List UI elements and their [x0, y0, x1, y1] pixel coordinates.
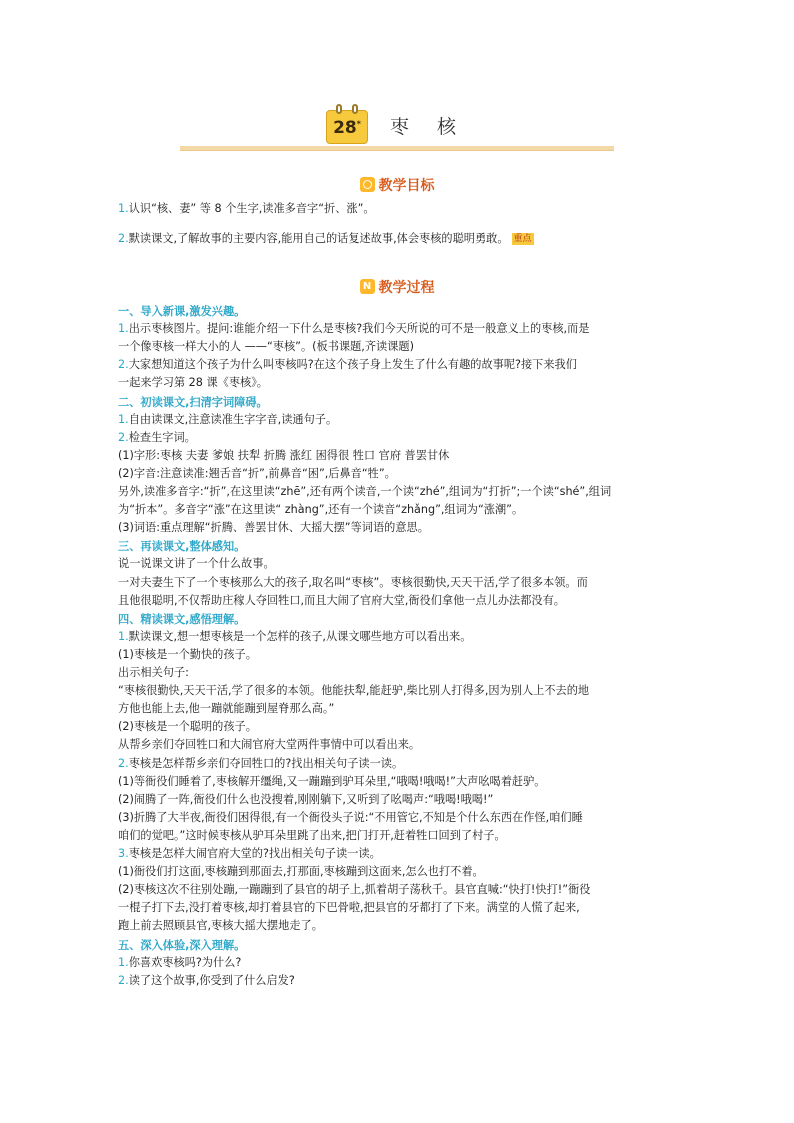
- line-text: 枣核是怎样大闹官府大堂的?找出相关句子读一读。: [128, 847, 381, 860]
- line-text: 方他也能上去,他一蹦就能蹦到屋脊那么高。”: [118, 702, 335, 716]
- process-line: [118, 321, 678, 336]
- process-line: [118, 556, 678, 571]
- line-text: (1)枣核是一个勤快的孩子。: [118, 647, 257, 661]
- process-line: [118, 502, 678, 517]
- line-text: (3)词语:重点理解“折腾、善罢甘休、大摇大摆”等词语的意思。: [118, 521, 429, 535]
- line-text: (3)折腾了大半夜,衙役们困得很,有一个衙役头子说:“不用管它,不知是个什么东西在作怪,咱们睡: [118, 810, 583, 824]
- line-text: 一起来学习第 28 课《枣核》。: [118, 376, 268, 390]
- goals-heading: 教学目标: [0, 175, 794, 195]
- process-line: [118, 665, 678, 680]
- item-number: 2.: [118, 756, 129, 770]
- process-line: [118, 955, 678, 970]
- process-line: [118, 882, 678, 897]
- line-text: 枣核是怎样帮乡亲们夺回牲口的?找出相关句子读一读。: [128, 756, 404, 770]
- line-text: “枣核很勤快,天天干活,学了很多的本领。他能扶犁,能赶驴,柴比别人打得多,因为别人上不去的地: [118, 684, 590, 698]
- subsection-heading: 五、深入体验,深入理解。: [118, 938, 246, 952]
- process-line: [118, 756, 678, 771]
- subsection-heading: 一、导入新课,激发兴趣。: [118, 305, 246, 318]
- item-number: 1.: [118, 412, 129, 426]
- line-text: 跑上前去照顾县官,枣核大摇大摆地走了。: [118, 919, 323, 933]
- process-line: [118, 466, 678, 481]
- process-line: [118, 647, 678, 662]
- item-number: 2.: [118, 973, 129, 987]
- process-line: [118, 339, 678, 354]
- line-text: 一对夫妻生下了一个枣核那么大的孩子,取名叫“枣核”。枣核很勤快,天天干活,学了很多本领。而: [118, 575, 588, 589]
- line-text: (1)衙役们打这面,枣核蹦到那面去,打那面,枣核蹦到这面来,怎么也打不着。: [118, 865, 484, 879]
- item-number: 2.: [118, 430, 129, 444]
- process-line: [118, 774, 678, 789]
- item-number: 3.: [118, 847, 129, 860]
- goal-item: 1.认识“核、妻” 等 8 个生字,读准多音字“折、涨”。: [118, 202, 375, 215]
- line-text: (2)闹腾了一阵,衙役们什么也没搜着,刚刚躺下,又听到了吆喝声:“哦喝!哦喝!”: [118, 792, 494, 806]
- goal-item: 2.默读课文,了解故事的主要内容,能用自己的话复述故事,体会枣核的聪明勇敢。 重点: [118, 232, 532, 245]
- item-number: 1.: [118, 629, 129, 643]
- calendar-ring-right: [352, 104, 358, 114]
- process-line: [118, 412, 678, 427]
- line-text: (1)字形:枣核 夫妻 爹娘 扶犁 折腾 涨红 困得很 牲口 官府 普罢甘休: [118, 448, 450, 462]
- process-line: [118, 864, 678, 879]
- process-line: [118, 900, 678, 915]
- line-text: 自由读课文,注意读准生字字音,读通句子。: [128, 412, 338, 426]
- process-line: [118, 484, 678, 499]
- process-icon: [360, 279, 375, 294]
- title-underline: [180, 146, 614, 150]
- process-heading: N教学过程: [0, 277, 794, 297]
- target-icon: [360, 177, 375, 192]
- item-number: 1.: [118, 955, 129, 969]
- line-text: (1)等衙役们睡着了,枣核解开缰绳,又一蹦蹦到驴耳朵里,“哦喝!哦喝!”大声吆喝着赶驴。: [118, 774, 546, 788]
- line-text: 说一说课文讲了一个什么故事。: [118, 557, 275, 571]
- line-text: 你喜欢枣核吗?为什么?: [128, 955, 242, 969]
- line-text: 且他很聪明,不仅帮助庄稼人夺回牲口,而且大闹了官府大堂,衙役们拿他一点儿办法都没有。: [118, 593, 565, 607]
- key-point-tag: 重点: [513, 234, 532, 244]
- subsection-heading: 三、再读课文,整体感知。: [118, 540, 246, 554]
- calendar-icon: [326, 104, 368, 144]
- process-line: [118, 448, 678, 463]
- process-line: [118, 430, 678, 445]
- line-text: (2)字音:注意读准:翘舌音“折”,前鼻音“困”,后鼻音“牲”。: [118, 466, 396, 480]
- process-line: [118, 792, 678, 807]
- subsection-heading: 四、精读课文,感悟理解。: [118, 612, 246, 626]
- process-line: [118, 575, 678, 590]
- process-line: [118, 973, 678, 988]
- lesson-number: 28*: [333, 118, 361, 138]
- process-line: [118, 683, 678, 698]
- process-line: [118, 719, 678, 734]
- line-text: 从帮乡亲们夺回牲口和大闹官府大堂两件事情中可以看出来。: [118, 738, 421, 752]
- line-text: (2)枣核是一个聪明的孩子。: [118, 720, 257, 734]
- process-line: [118, 828, 678, 843]
- line-text: 默读课文,想一想枣核是一个怎样的孩子,从课文哪些地方可以看出来。: [128, 629, 472, 643]
- process-line: [118, 846, 678, 861]
- process-line: [118, 810, 678, 825]
- process-line: [118, 357, 678, 372]
- line-text: 读了这个故事,你受到了什么启发?: [128, 973, 295, 987]
- process-line: [118, 701, 678, 716]
- line-text: 一棍子打下去,没打着枣核,却打着县官的下巴骨啦,把县官的牙都打了下来。满堂的人慌了起来,: [118, 901, 580, 915]
- process-line: [118, 593, 678, 608]
- calendar-ring-left: [336, 104, 342, 114]
- line-text: 大家想知道这个孩子为什么叫枣核吗?在这个孩子身上发生了什么有趣的故事呢?接下来我们: [128, 358, 577, 372]
- process-line: [118, 629, 678, 644]
- line-text: 另外,读准多音字:“折”,在这里读“zhē”,还有两个读音,一个读“zhé”,组词为“打折”;一个读“shé”,组词: [118, 485, 612, 498]
- process-line: [118, 918, 678, 933]
- subsection-heading: 二、初读课文,扫清字词障碍。: [118, 395, 268, 409]
- line-text: 出示枣核图片。提问:谁能介绍一下什么是枣核?我们今天所说的可不是一般意义上的枣核,而是: [128, 322, 590, 336]
- line-text: 出示相关句子:: [118, 666, 189, 679]
- line-text: 检查生字词。: [128, 430, 196, 444]
- line-text: 一个像枣核一样大小的人 ——“枣核”。(板书课题,齐读课题): [118, 340, 414, 354]
- line-text: 咱们的觉吧。”这时候枣核从驴耳朵里跳了出来,把门打开,赶着牲口回到了村子。: [118, 828, 506, 842]
- process-line: [118, 520, 678, 535]
- process-line: [118, 737, 678, 752]
- lesson-title: 枣核: [390, 116, 485, 138]
- process-line: [118, 375, 678, 390]
- item-number: 2.: [118, 358, 129, 372]
- line-text: 为“折本”。多音字“涨”在这里读“ zhàng”,还有一个读音“zhǎng”,组词为“涨潮”。: [118, 503, 524, 517]
- lesson-header: [180, 104, 614, 152]
- item-number: 1.: [118, 322, 129, 336]
- line-text: (2)枣核这次不往别处蹦,一蹦蹦到了县官的胡子上,抓着胡子荡秋千。县官直喊:“快打!快打!”衙役: [118, 883, 591, 897]
